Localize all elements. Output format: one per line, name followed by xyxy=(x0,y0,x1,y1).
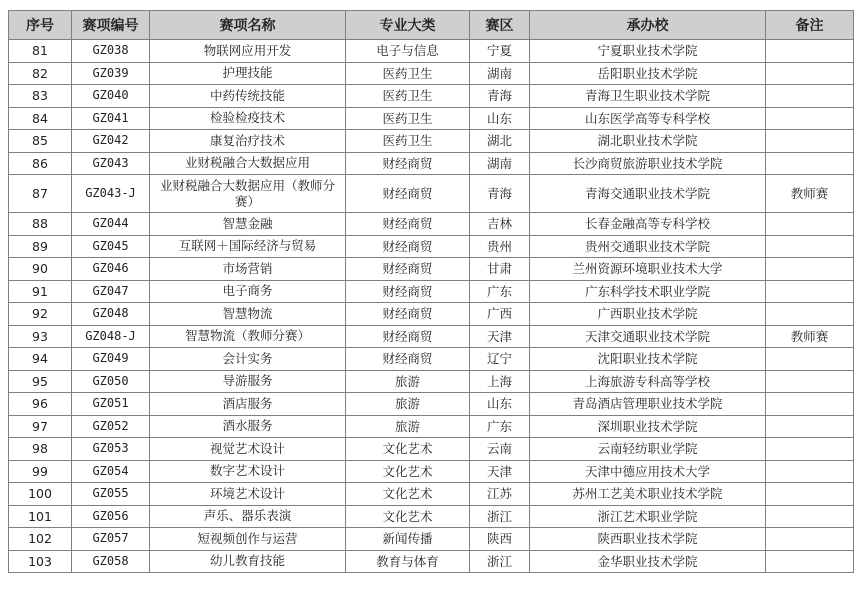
cell-category: 教育与体育 xyxy=(346,550,470,573)
cell-name: 中药传统技能 xyxy=(150,85,346,108)
cell-region: 浙江 xyxy=(470,550,530,573)
cell-no: 82 xyxy=(9,62,72,85)
cell-name: 电子商务 xyxy=(150,280,346,303)
cell-school: 广东科学技术职业学院 xyxy=(530,280,766,303)
cell-code: GZ053 xyxy=(72,438,150,461)
header-school: 承办校 xyxy=(530,11,766,40)
cell-school: 浙江艺术职业学院 xyxy=(530,505,766,528)
cell-note: 教师赛 xyxy=(766,325,854,348)
header-category: 专业大类 xyxy=(346,11,470,40)
cell-code: GZ054 xyxy=(72,460,150,483)
cell-school: 长沙商贸旅游职业技术学院 xyxy=(530,152,766,175)
cell-name: 酒水服务 xyxy=(150,415,346,438)
cell-region: 广东 xyxy=(470,415,530,438)
table-row xyxy=(9,505,854,528)
cell-category: 医药卫生 xyxy=(346,107,470,130)
cell-code: GZ041 xyxy=(72,107,150,130)
cell-no: 99 xyxy=(9,460,72,483)
cell-code: GZ044 xyxy=(72,213,150,236)
table-row xyxy=(9,213,854,236)
cell-name: 会计实务 xyxy=(150,348,346,371)
cell-no: 88 xyxy=(9,213,72,236)
cell-code: GZ055 xyxy=(72,483,150,506)
cell-note xyxy=(766,303,854,326)
cell-no: 95 xyxy=(9,370,72,393)
cell-code: GZ048 xyxy=(72,303,150,326)
cell-name: 幼儿教育技能 xyxy=(150,550,346,573)
cell-school: 上海旅游专科高等学校 xyxy=(530,370,766,393)
cell-category: 财经商贸 xyxy=(346,325,470,348)
header-code: 赛项编号 xyxy=(72,11,150,40)
cell-name: 数字艺术设计 xyxy=(150,460,346,483)
table-row xyxy=(9,175,854,213)
header-name: 赛项名称 xyxy=(150,11,346,40)
cell-category: 新闻传播 xyxy=(346,528,470,551)
cell-name: 酒店服务 xyxy=(150,393,346,416)
cell-school: 广西职业技术学院 xyxy=(530,303,766,326)
cell-school: 岳阳职业技术学院 xyxy=(530,62,766,85)
table-row xyxy=(9,152,854,175)
cell-code: GZ038 xyxy=(72,40,150,63)
cell-region: 甘肃 xyxy=(470,258,530,281)
cell-no: 86 xyxy=(9,152,72,175)
cell-category: 财经商贸 xyxy=(346,175,470,213)
table-row xyxy=(9,107,854,130)
cell-note xyxy=(766,258,854,281)
cell-no: 93 xyxy=(9,325,72,348)
cell-code: GZ051 xyxy=(72,393,150,416)
cell-note xyxy=(766,415,854,438)
cell-category: 医药卫生 xyxy=(346,130,470,153)
table-row xyxy=(9,483,854,506)
cell-note xyxy=(766,505,854,528)
cell-school: 宁夏职业技术学院 xyxy=(530,40,766,63)
cell-code: GZ043 xyxy=(72,152,150,175)
cell-region: 江苏 xyxy=(470,483,530,506)
cell-region: 宁夏 xyxy=(470,40,530,63)
cell-category: 旅游 xyxy=(346,415,470,438)
cell-note xyxy=(766,235,854,258)
table-row xyxy=(9,393,854,416)
cell-note xyxy=(766,130,854,153)
cell-category: 财经商贸 xyxy=(346,152,470,175)
table-row xyxy=(9,460,854,483)
cell-name: 康复治疗技术 xyxy=(150,130,346,153)
cell-school: 天津交通职业技术学院 xyxy=(530,325,766,348)
cell-note xyxy=(766,85,854,108)
cell-school: 深圳职业技术学院 xyxy=(530,415,766,438)
cell-no: 98 xyxy=(9,438,72,461)
cell-note xyxy=(766,483,854,506)
cell-name: 市场营销 xyxy=(150,258,346,281)
cell-note xyxy=(766,550,854,573)
cell-region: 广东 xyxy=(470,280,530,303)
table-row xyxy=(9,303,854,326)
cell-note xyxy=(766,528,854,551)
cell-code: GZ057 xyxy=(72,528,150,551)
cell-note xyxy=(766,213,854,236)
cell-note xyxy=(766,62,854,85)
cell-no: 100 xyxy=(9,483,72,506)
cell-note xyxy=(766,280,854,303)
cell-name: 智慧金融 xyxy=(150,213,346,236)
cell-code: GZ052 xyxy=(72,415,150,438)
cell-category: 医药卫生 xyxy=(346,62,470,85)
cell-no: 103 xyxy=(9,550,72,573)
table-header-row xyxy=(9,11,854,40)
cell-no: 94 xyxy=(9,348,72,371)
cell-school: 长春金融高等专科学校 xyxy=(530,213,766,236)
table-row xyxy=(9,258,854,281)
cell-no: 97 xyxy=(9,415,72,438)
cell-school: 兰州资源环境职业技术大学 xyxy=(530,258,766,281)
header-region: 赛区 xyxy=(470,11,530,40)
cell-category: 文化艺术 xyxy=(346,460,470,483)
cell-region: 贵州 xyxy=(470,235,530,258)
table-row xyxy=(9,325,854,348)
cell-region: 山东 xyxy=(470,393,530,416)
cell-name: 检验检疫技术 xyxy=(150,107,346,130)
cell-code: GZ040 xyxy=(72,85,150,108)
cell-region: 青海 xyxy=(470,85,530,108)
table-row xyxy=(9,550,854,573)
cell-region: 湖北 xyxy=(470,130,530,153)
cell-note xyxy=(766,460,854,483)
cell-name: 护理技能 xyxy=(150,62,346,85)
cell-code: GZ047 xyxy=(72,280,150,303)
cell-region: 湖南 xyxy=(470,152,530,175)
table-row xyxy=(9,280,854,303)
table-row xyxy=(9,62,854,85)
header-no: 序号 xyxy=(9,11,72,40)
cell-name: 声乐、器乐表演 xyxy=(150,505,346,528)
cell-name: 业财税融合大数据应用 xyxy=(150,152,346,175)
cell-school: 贵州交通职业技术学院 xyxy=(530,235,766,258)
cell-no: 102 xyxy=(9,528,72,551)
cell-code: GZ039 xyxy=(72,62,150,85)
cell-school: 青海卫生职业技术学院 xyxy=(530,85,766,108)
cell-note xyxy=(766,152,854,175)
cell-code: GZ043-J xyxy=(72,175,150,213)
table-row xyxy=(9,235,854,258)
cell-no: 87 xyxy=(9,175,72,213)
cell-region: 上海 xyxy=(470,370,530,393)
cell-school: 青岛酒店管理职业技术学院 xyxy=(530,393,766,416)
cell-region: 吉林 xyxy=(470,213,530,236)
table-row xyxy=(9,130,854,153)
cell-name: 短视频创作与运营 xyxy=(150,528,346,551)
table-row xyxy=(9,438,854,461)
cell-no: 83 xyxy=(9,85,72,108)
cell-note xyxy=(766,348,854,371)
header-note: 备注 xyxy=(766,11,854,40)
cell-region: 天津 xyxy=(470,325,530,348)
cell-no: 89 xyxy=(9,235,72,258)
cell-name: 导游服务 xyxy=(150,370,346,393)
cell-note xyxy=(766,438,854,461)
table-row xyxy=(9,40,854,63)
cell-no: 81 xyxy=(9,40,72,63)
cell-name: 互联网＋国际经济与贸易 xyxy=(150,235,346,258)
cell-no: 92 xyxy=(9,303,72,326)
table-row xyxy=(9,85,854,108)
cell-code: GZ058 xyxy=(72,550,150,573)
table-row xyxy=(9,528,854,551)
cell-code: GZ049 xyxy=(72,348,150,371)
cell-region: 广西 xyxy=(470,303,530,326)
cell-category: 财经商贸 xyxy=(346,258,470,281)
cell-name: 业财税融合大数据应用（教师分赛） xyxy=(150,175,346,213)
cell-region: 陕西 xyxy=(470,528,530,551)
cell-code: GZ050 xyxy=(72,370,150,393)
cell-region: 云南 xyxy=(470,438,530,461)
cell-name: 物联网应用开发 xyxy=(150,40,346,63)
cell-name: 智慧物流 xyxy=(150,303,346,326)
cell-note xyxy=(766,107,854,130)
cell-category: 财经商贸 xyxy=(346,280,470,303)
table-row xyxy=(9,348,854,371)
cell-category: 旅游 xyxy=(346,370,470,393)
cell-school: 湖北职业技术学院 xyxy=(530,130,766,153)
cell-category: 文化艺术 xyxy=(346,438,470,461)
cell-no: 101 xyxy=(9,505,72,528)
cell-region: 青海 xyxy=(470,175,530,213)
cell-name: 环境艺术设计 xyxy=(150,483,346,506)
competition-table xyxy=(8,10,854,573)
cell-school: 金华职业技术学院 xyxy=(530,550,766,573)
cell-school: 苏州工艺美术职业技术学院 xyxy=(530,483,766,506)
cell-school: 山东医学高等专科学校 xyxy=(530,107,766,130)
cell-category: 电子与信息 xyxy=(346,40,470,63)
cell-school: 陕西职业技术学院 xyxy=(530,528,766,551)
cell-school: 青海交通职业技术学院 xyxy=(530,175,766,213)
cell-no: 96 xyxy=(9,393,72,416)
cell-note: 教师赛 xyxy=(766,175,854,213)
cell-code: GZ045 xyxy=(72,235,150,258)
cell-no: 90 xyxy=(9,258,72,281)
cell-category: 财经商贸 xyxy=(346,235,470,258)
cell-region: 湖南 xyxy=(470,62,530,85)
cell-category: 财经商贸 xyxy=(346,213,470,236)
cell-no: 91 xyxy=(9,280,72,303)
cell-note xyxy=(766,393,854,416)
cell-region: 山东 xyxy=(470,107,530,130)
cell-note xyxy=(766,370,854,393)
cell-code: GZ056 xyxy=(72,505,150,528)
cell-region: 辽宁 xyxy=(470,348,530,371)
cell-school: 天津中德应用技术大学 xyxy=(530,460,766,483)
cell-name: 智慧物流（教师分赛） xyxy=(150,325,346,348)
cell-category: 文化艺术 xyxy=(346,483,470,506)
cell-code: GZ046 xyxy=(72,258,150,281)
table-body xyxy=(9,40,854,573)
cell-region: 浙江 xyxy=(470,505,530,528)
table-row xyxy=(9,415,854,438)
table-row xyxy=(9,370,854,393)
cell-category: 旅游 xyxy=(346,393,470,416)
cell-category: 财经商贸 xyxy=(346,303,470,326)
cell-category: 医药卫生 xyxy=(346,85,470,108)
cell-code: GZ042 xyxy=(72,130,150,153)
cell-category: 财经商贸 xyxy=(346,348,470,371)
cell-name: 视觉艺术设计 xyxy=(150,438,346,461)
cell-note xyxy=(766,40,854,63)
cell-category: 文化艺术 xyxy=(346,505,470,528)
cell-code: GZ048-J xyxy=(72,325,150,348)
cell-school: 沈阳职业技术学院 xyxy=(530,348,766,371)
competition-table-wrapper xyxy=(8,10,854,573)
cell-school: 云南轻纺职业学院 xyxy=(530,438,766,461)
cell-no: 84 xyxy=(9,107,72,130)
cell-region: 天津 xyxy=(470,460,530,483)
cell-no: 85 xyxy=(9,130,72,153)
